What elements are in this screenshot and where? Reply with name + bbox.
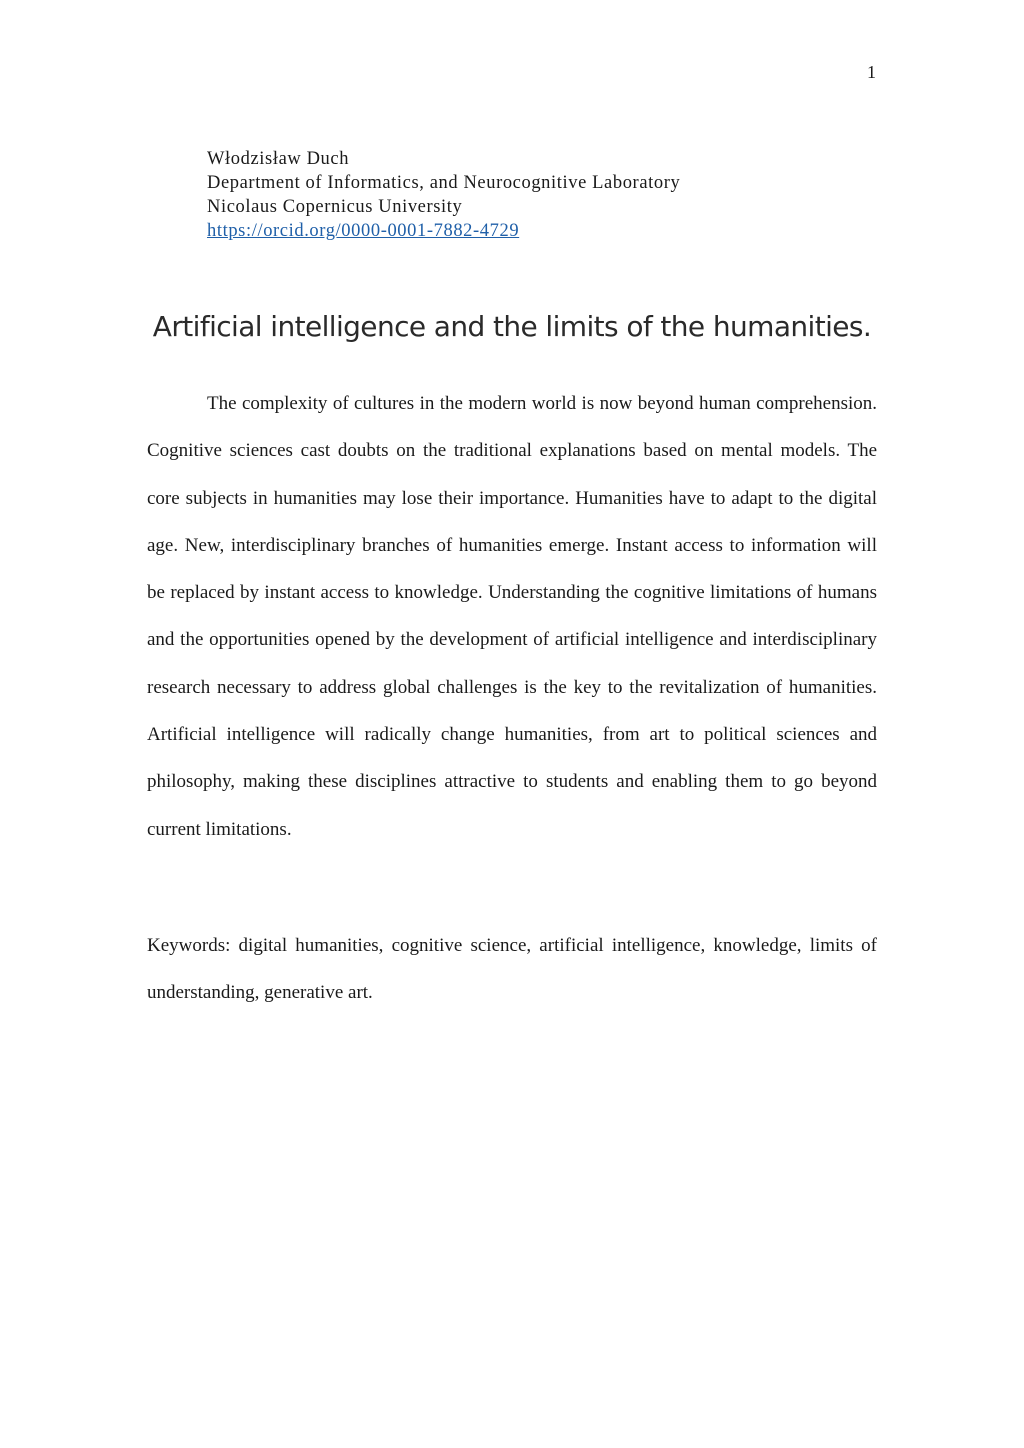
author-university: Nicolaus Copernicus University — [207, 197, 463, 217]
abstract-paragraph: The complexity of cultures in the modern world is now beyond human comprehension. Cognitive sciences cast doubts on the traditional explanations based on mental models. The core subjects in humanities may lose their importance. Humanities have to adapt to the digital age. New, interdisciplinary branches of humanities emerge. Instant access to information will be replaced by instant access to knowledge. Understanding the cognitive limitations of humans and the opportunities opened by the development of artificial intelligence and interdisciplinary research necessary to address global challenges is the key to the revitalization of humanities. Artificial intelligence will radically change humanities, from art to political sciences and philosophy, making these disciplines attractive to students and enabling them to go beyond current limitations. — [147, 393, 877, 840]
keywords-paragraph: Keywords: digital humanities, cognitive science, artificial intelligence, knowledge, limits of understanding, generative art. — [147, 935, 877, 1004]
author-orcid-row — [207, 219, 680, 243]
author-name: Włodzisław Duch — [207, 149, 350, 169]
orcid-link[interactable]: https://orcid.org/0000-0001-7882-4729 — [207, 221, 520, 241]
page-number: 1 — [867, 62, 876, 82]
author-block — [207, 147, 680, 243]
paper-title: Artificial intelligence and the limits of the humanities. — [152, 310, 872, 343]
author-department: Department of Informatics, and Neurocognitive Laboratory — [207, 173, 681, 193]
